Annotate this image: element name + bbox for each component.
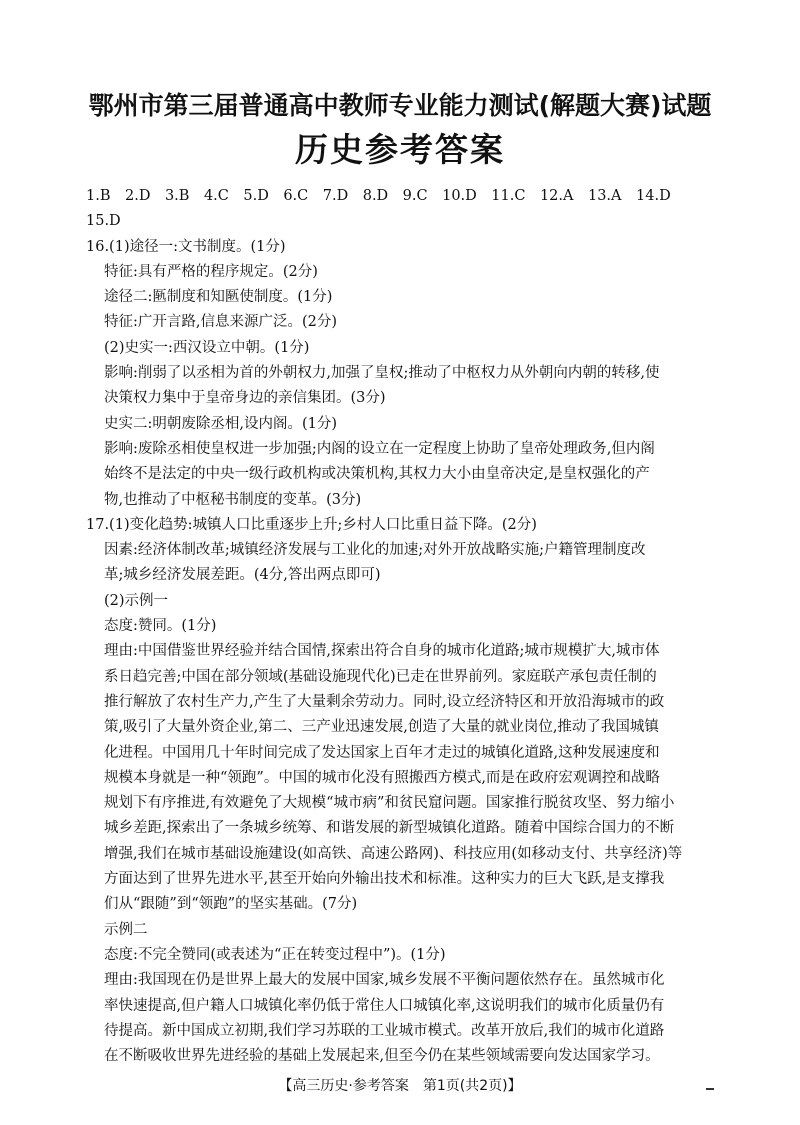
answer-line: 率快速提高,但户籍人口城镇化率仍低于常住人口城镇化率,这说明我们的城市化质量仍有 (104, 997, 665, 1014)
answer-line: 策,吸引了大量外资企业,第二、三产业迅速发展,创造了大量的就业岗位,推动了我国城镇 (104, 719, 659, 736)
answer-line: 理由:中国借鉴世界经验并结合国情,探索出符合自身的城市化道路;城市规模扩大,城市体 (104, 643, 660, 660)
answer-line: 示例二 (104, 921, 148, 938)
answer-line: 理由:我国现在仍是世界上最大的发展中国家,城乡发展不平衡问题依然存在。虽然城市化 (104, 972, 665, 989)
answer-line: 城乡差距,探索出了一条城乡统筹、和谐发展的新型城镇化道路。随着中国综合国力的不断 (104, 820, 675, 837)
answer-line: 系日趋完善;中国在部分领域(基础设施现代化)已走在世界前列。家庭联产承包责任制的 (104, 668, 657, 685)
answer-line: 态度:赞同。(1分) (104, 618, 217, 635)
answer-line: 因素:经济体制改革;城镇经济发展与工业化的加速;对外开放战略实施;户籍管理制度改 (104, 542, 646, 559)
answer-line: 态度:不完全赞同(或表述为“正在转变过程中”)。(1分) (104, 946, 446, 963)
answer-line: 革;城乡经济发展差距。(4分,答出两点即可) (104, 567, 381, 584)
answer-line: 途径二:匦制度和知匦使制度。(1分) (104, 289, 333, 306)
answer-line: 始终不是法定的中央一级行政机构或决策机构,其权力大小由皇帝决定,是皇权强化的产 (104, 466, 650, 483)
answer-line: 特征:具有严格的程序规定。(2分) (104, 263, 318, 280)
corner-mark (706, 1088, 714, 1090)
answer-line: 在不断吸收世界先进经验的基础上发展起来,但至今仍在某些领域需要向发达国家学习。 (104, 1048, 660, 1065)
answer-line: 特征:广开言路,信息来源广泛。(2分) (104, 314, 338, 331)
answer-line: 化进程。中国用几十年时间完成了发达国家上百年才走过的城镇化道路,这种发展速度和 (104, 744, 660, 761)
answer-line: 15.D (86, 213, 121, 230)
answer-line: 增强,我们在城市基础设施建设(如高铁、高速公路网)、科技应用(如移动支付、共享经济)等 (104, 845, 683, 862)
page-footer: 【高三历史·参考答案 第1页(共2页)】 (278, 1078, 522, 1094)
answer-line: 17.(1)变化趋势:城镇人口比重逐步上升;乡村人口比重日益下降。(2分) (86, 516, 537, 533)
answer-line: 史实二:明朝废除丞相,设内阁。(1分) (104, 415, 338, 432)
answer-line: 决策权力集中于皇帝身边的亲信集团。(3分) (104, 390, 386, 407)
answer-line: 规模本身就是一种“领跑”。中国的城市化没有照搬西方模式,而是在政府宏观调控和战略 (104, 769, 660, 786)
answer-line: 物,也推动了中枢秘书制度的变革。(3分) (104, 491, 362, 508)
exam-title: 鄂州市第三届普通高中教师专业能力测试(解题大赛)试题 (88, 91, 712, 120)
answer-key-title: 历史参考答案 (295, 130, 505, 169)
answer-line: 16.(1)途径一:文书制度。(1分) (86, 238, 286, 255)
answer-line: 影响:削弱了以丞相为首的外朝权力,加强了皇权;推动了中枢权力从外朝向内朝的转移,使 (104, 365, 660, 382)
answer-line: 1.B 2.D 3.B 4.C 5.D 6.C 7.D 8.D 9.C 10.D 11.C 12.A 13.A 14.D (86, 188, 671, 204)
answer-line: 待提高。新中国成立初期,我们学习苏联的工业城市模式。改革开放后,我们的城市化道路 (104, 1022, 665, 1039)
answer-line: 规划下有序推进,有效避免了大规模“城市病”和贫民窟问题。国家推行脱贫攻坚、努力缩小 (104, 795, 675, 812)
answer-line: 们从“跟随”到“领跑”的坚实基础。(7分) (104, 896, 358, 913)
answer-line: 推行解放了农村生产力,产生了大量剩余劳动力。同时,设立经济特区和开放沿海城市的政 (104, 693, 665, 710)
answer-line: (2)史实一:西汉设立中朝。(1分) (104, 339, 310, 356)
answer-line: 方面达到了世界先进水平,甚至开始向外输出技术和标准。这种实力的巨大飞跃,是支撑我 (104, 871, 665, 888)
answer-line: 影响:废除丞相使皇权进一步加强;内阁的设立在一定程度上协助了皇帝处理政务,但内阁 (104, 440, 655, 457)
answer-line: (2)示例一 (104, 592, 169, 609)
answer-body (86, 184, 726, 1069)
